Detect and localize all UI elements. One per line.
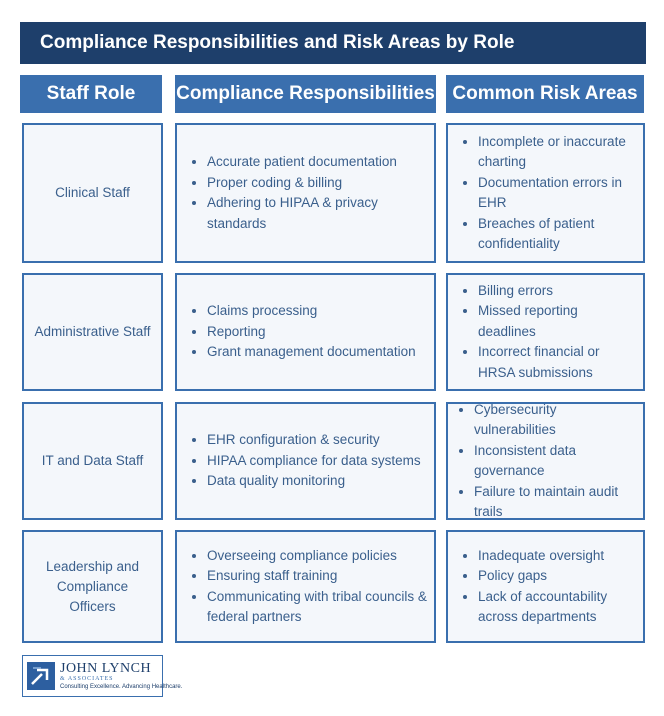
role-label: Clinical Staff	[55, 185, 130, 200]
list-item: • Inconsistent data governance	[474, 441, 641, 482]
risks-list	[448, 400, 643, 523]
logo-sub: & ASSOCIATES	[60, 675, 114, 682]
list-item: • Claims processing	[207, 301, 416, 322]
list-item: • Communicating with tribal councils & federal partners	[207, 587, 430, 628]
list-item: • Incomplete or inaccurate charting	[478, 132, 639, 173]
jla-logo-mark-icon	[27, 662, 55, 690]
company-logo	[22, 655, 183, 697]
list-item: • Policy gaps	[478, 566, 639, 587]
list-item: • Breaches of patient confidentiality	[478, 214, 639, 255]
list-item: • Failure to maintain audit trails	[474, 482, 641, 523]
header-compliance-responsibilities: Compliance Responsibilities	[175, 75, 436, 113]
risks-list	[448, 132, 643, 255]
responsibilities-list	[177, 546, 434, 628]
list-item: • Lack of accountability across departments	[478, 587, 639, 628]
risks-cell	[446, 530, 645, 643]
responsibilities-list	[177, 430, 425, 492]
list-item: • Data quality monitoring	[207, 471, 421, 492]
list-item: • Proper coding & billing	[207, 173, 430, 194]
list-item: • HIPAA compliance for data systems	[207, 451, 421, 472]
role-cell	[22, 123, 163, 263]
page-title: Compliance Responsibilities and Risk Areas by Role	[20, 22, 646, 64]
list-item: • Incorrect financial or HRSA submissions	[478, 342, 639, 383]
logo-tagline: Consulting Excellence. Advancing Healthcare.	[60, 683, 183, 690]
responsibilities-cell	[175, 123, 436, 263]
list-item: • Missed reporting deadlines	[478, 301, 639, 342]
role-cell	[22, 273, 163, 391]
list-item: • Billing errors	[478, 281, 639, 302]
list-item: • Accurate patient documentation	[207, 152, 430, 173]
list-item: • Inadequate oversight	[478, 546, 639, 567]
list-item: • Adhering to HIPAA & privacy standards	[207, 193, 430, 234]
role-cell	[22, 402, 163, 520]
logo-name: JOHN LYNCH	[60, 660, 152, 676]
responsibilities-list	[177, 301, 420, 363]
risks-list	[448, 281, 643, 384]
list-item: • Grant management documentation	[207, 342, 416, 363]
risks-cell	[446, 123, 645, 263]
responsibilities-list	[177, 152, 434, 234]
header-staff-role: Staff Role	[20, 75, 162, 113]
role-label: Leadership and Compliance Officers	[45, 558, 140, 614]
risks-cell	[446, 402, 645, 520]
role-label: IT and Data Staff	[41, 453, 144, 468]
risks-cell	[446, 273, 645, 391]
risks-list	[448, 546, 643, 628]
responsibilities-cell	[175, 273, 436, 391]
header-common-risk-areas: Common Risk Areas	[446, 75, 644, 113]
list-item: • Documentation errors in EHR	[478, 173, 639, 214]
list-item: • EHR configuration & security	[207, 430, 421, 451]
list-item: • Cybersecurity vulnerabilities	[474, 400, 641, 441]
responsibilities-cell	[175, 530, 436, 643]
role-label: Administrative Staff	[34, 324, 151, 339]
role-cell	[22, 530, 163, 643]
responsibilities-cell	[175, 402, 436, 520]
list-item: • Reporting	[207, 322, 416, 343]
list-item: • Ensuring staff training	[207, 566, 430, 587]
list-item: • Overseeing compliance policies	[207, 546, 430, 567]
